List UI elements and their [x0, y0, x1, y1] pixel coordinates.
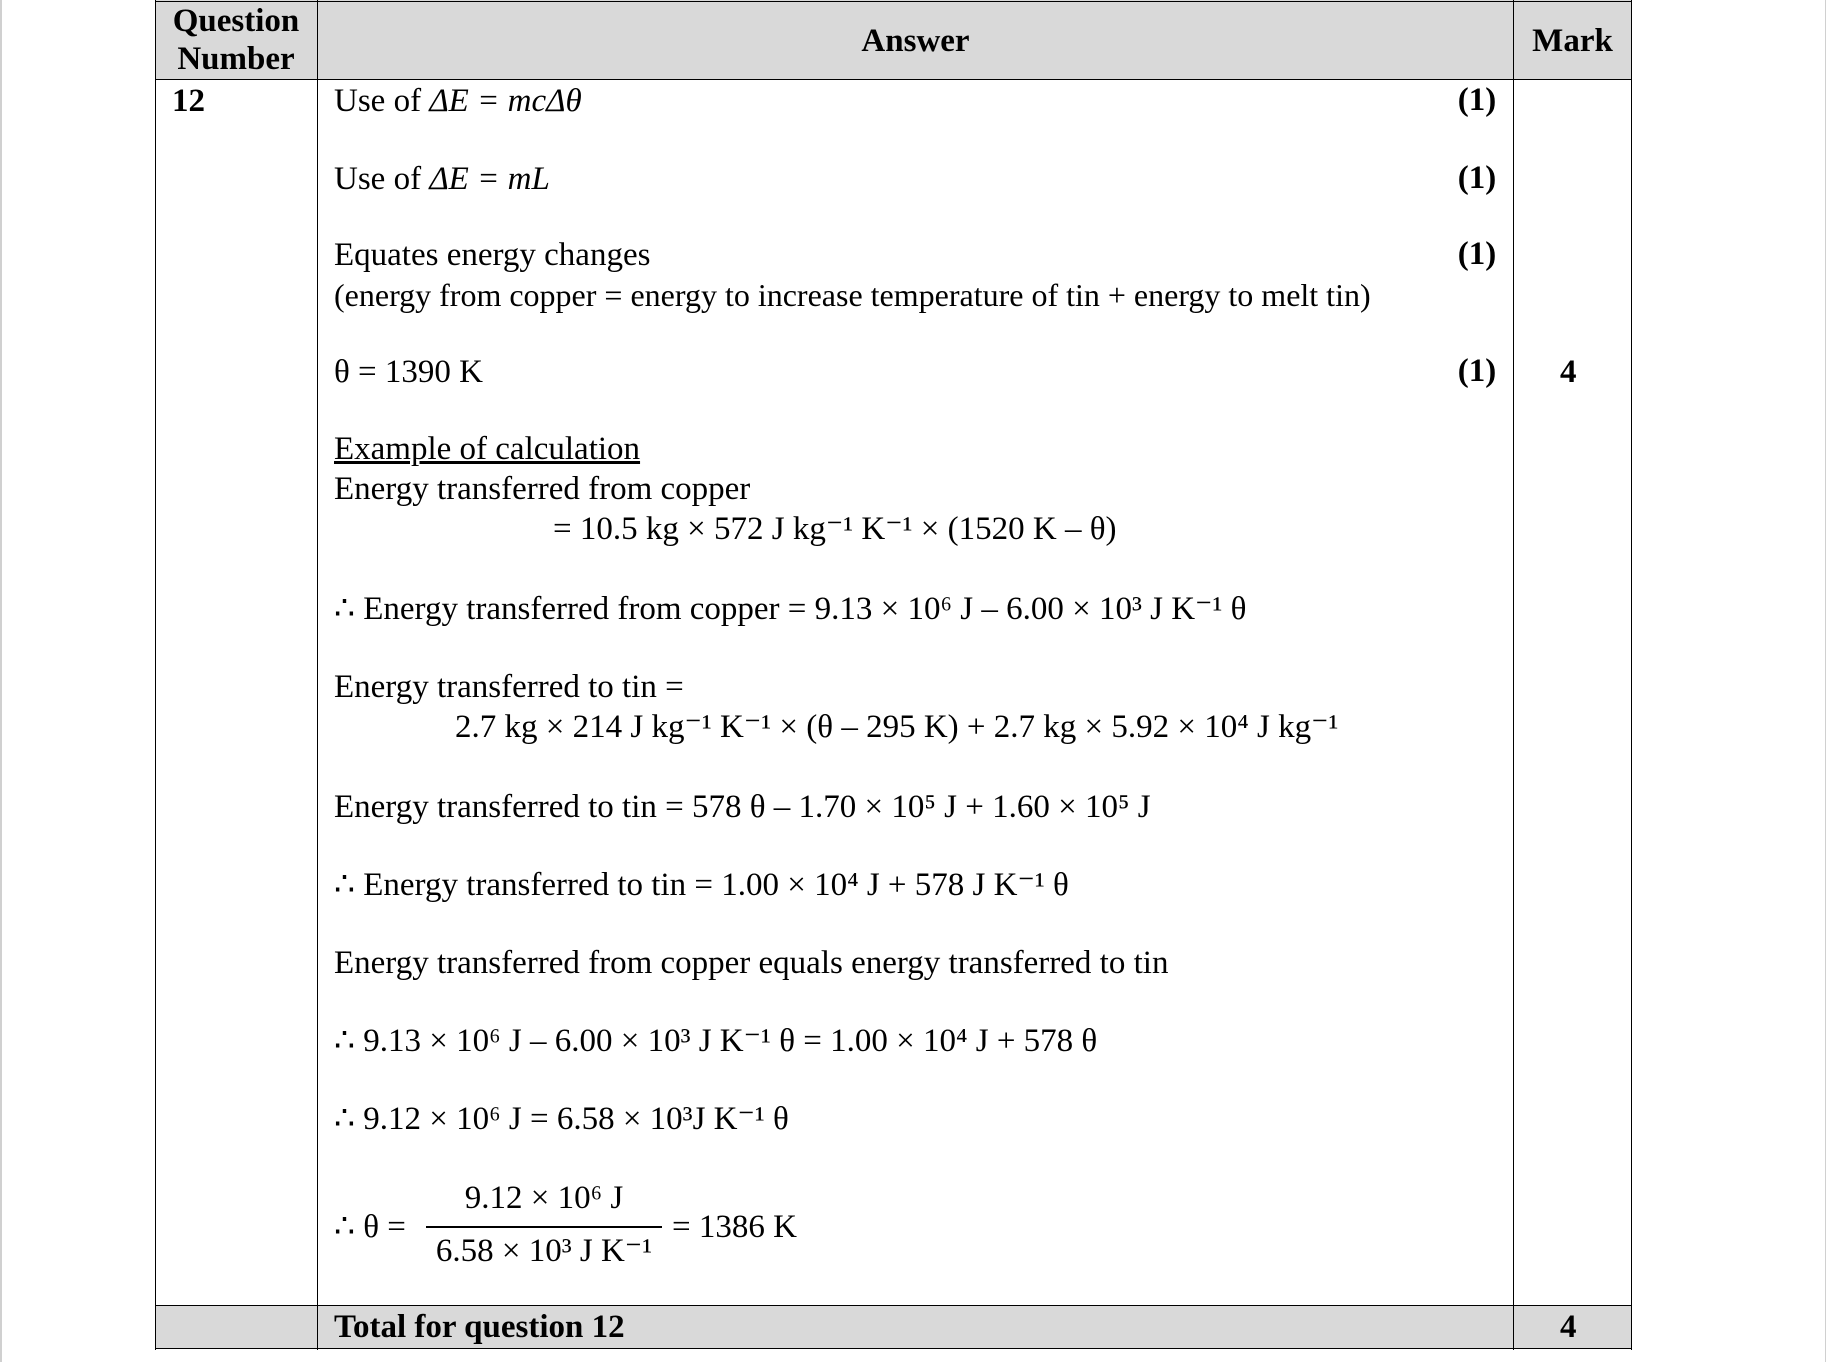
- marking-point-1: Use of ΔE = mcΔθ: [334, 83, 582, 119]
- header-mark: Mark: [1532, 23, 1613, 59]
- total-mark: 4: [1560, 1309, 1577, 1345]
- example-line: ∴ 9.13 × 10⁶ J – 6.00 × 10³ J K⁻¹ θ = 1.00 × 10⁴ J + 578 θ: [334, 1023, 1098, 1059]
- total-row-divider: [155, 1305, 1632, 1306]
- fraction-bar: [426, 1226, 662, 1228]
- total-label: Total for question 12: [334, 1309, 625, 1345]
- mark-total-cell: 4: [1560, 354, 1577, 390]
- table-border-right: [1631, 0, 1632, 1350]
- fraction-denominator: 6.58 × 10³ J K⁻¹: [435, 1233, 653, 1269]
- example-line: Energy transferred from copper equals energy transferred to tin: [334, 945, 1169, 981]
- marking-point-4: θ = 1390 K: [334, 354, 483, 390]
- final-prefix: ∴ θ =: [334, 1209, 406, 1245]
- question-number: 12: [172, 83, 205, 119]
- page-edge: [0, 0, 2, 1362]
- marking-point-3: Equates energy changes: [334, 237, 651, 273]
- fraction-numerator: 9.12 × 10⁶ J: [464, 1180, 624, 1216]
- mark-3: (1): [1457, 236, 1497, 272]
- example-line: Energy transferred from copper: [334, 471, 751, 507]
- example-line: ∴ 9.12 × 10⁶ J = 6.58 × 10³J K⁻¹ θ: [334, 1101, 789, 1137]
- example-heading: Example of calculation: [334, 431, 641, 467]
- header-question-number: Question Number: [172, 3, 300, 77]
- example-line: ∴ Energy transferred to tin = 1.00 × 10⁴ J + 578 J K⁻¹ θ: [334, 867, 1069, 903]
- table-border-top: [155, 1, 1632, 2]
- header-divider: [155, 79, 1632, 80]
- column-divider: [317, 0, 318, 1350]
- example-line: ∴ Energy transferred from copper = 9.13 × 10⁶ J – 6.00 × 10³ J K⁻¹ θ: [334, 591, 1247, 627]
- final-result: = 1386 K: [672, 1209, 797, 1245]
- example-line: 2.7 kg × 214 J kg⁻¹ K⁻¹ × (θ – 295 K) + 2.7 kg × 5.92 × 10⁴ J kg⁻¹: [455, 709, 1339, 745]
- example-line: Energy transferred to tin = 578 θ – 1.70 × 10⁵ J + 1.60 × 10⁵ J: [334, 789, 1151, 825]
- mark-4: (1): [1457, 353, 1497, 389]
- table-border-bottom: [155, 1348, 1632, 1349]
- example-line: = 10.5 kg × 572 J kg⁻¹ K⁻¹ × (1520 K – θ): [553, 511, 1117, 547]
- example-line: Energy transferred to tin =: [334, 669, 684, 705]
- marking-point-2: Use of ΔE = mL: [334, 161, 550, 197]
- column-divider: [1513, 0, 1514, 1350]
- header-answer: Answer: [861, 23, 970, 59]
- table-border-left: [155, 0, 156, 1350]
- mark-2: (1): [1457, 160, 1497, 196]
- marking-point-3-detail: (energy from copper = energy to increase temperature of tin + energy to melt tin): [334, 277, 1371, 313]
- mark-1: (1): [1457, 82, 1497, 118]
